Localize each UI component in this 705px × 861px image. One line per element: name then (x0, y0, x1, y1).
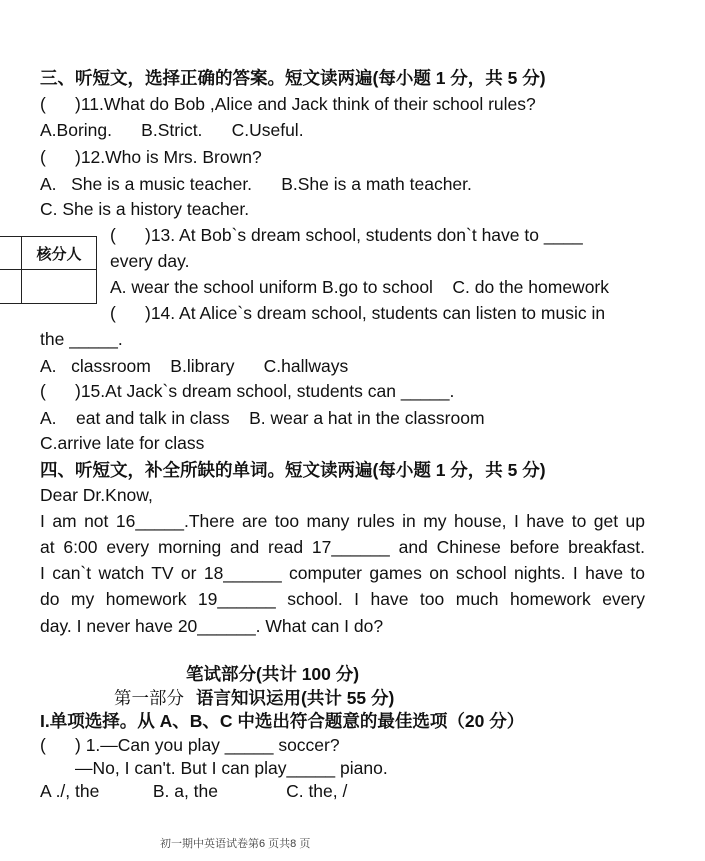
part1-label: 第一部分 (114, 688, 184, 708)
score-box-label: 核分人 (36, 246, 82, 263)
letter-line: at 6:00 every morning and read 17______ and Chinese before breakfast. (40, 537, 645, 557)
question-12-options-ab: A. She is a music teacher. B.She is a math teacher. (40, 174, 472, 194)
score-box (0, 236, 97, 304)
part1-title: 语言知识运用(共计 55 分) (196, 688, 395, 708)
letter-line: I am not 16_____.There are too many rules in my house, I have to get up (40, 511, 645, 531)
question-1-options: A ./, the B. a, the C. the, / (40, 781, 348, 801)
letter-line: I can`t watch TV or 18______ computer games on school nights. I have to (40, 563, 645, 583)
question-11-options: A.Boring. B.Strict. C.Useful. (40, 120, 304, 140)
letter-line: do my homework 19______ school. I have too much homework every (40, 589, 645, 609)
letter-line: day. I never have 20______. What can I do? (40, 616, 384, 636)
question-1-line1: ( ) 1.—Can you play _____ soccer? (40, 735, 340, 755)
question-1-line2: —No, I can't. But I can play_____ piano. (75, 758, 388, 778)
question-13-line1: ( )13. At Bob`s dream school, students don`t have to ____ (110, 225, 583, 245)
question-14-line1: ( )14. At Alice`s dream school, students can listen to music in (110, 303, 606, 323)
section4-heading: 四、听短文，补全所缺的单词。短文读两遍(每小题 1 分，共 5 分) (40, 460, 546, 480)
section3-heading: 三、听短文，选择正确的答案。短文读两遍(每小题 1 分，共 5 分) (40, 68, 546, 88)
question-14-options: A. classroom B.library C.hallways (40, 356, 349, 376)
question-12-option-c: C. She is a history teacher. (40, 199, 250, 219)
question-13-line2: every day. (110, 251, 190, 271)
question-14-line2: the _____. (40, 329, 123, 349)
question-11: ( )11.What do Bob ,Alice and Jack think of their school rules? (40, 94, 536, 114)
written-part-title: 笔试部分(共计 100 分) (186, 664, 360, 684)
question-15-option-c: C.arrive late for class (40, 433, 205, 453)
letter-greeting: Dear Dr.Know, (40, 485, 153, 505)
page-footer: 初一期中英语试卷第6 页共8 页 (160, 838, 311, 850)
score-box-divider-h (0, 269, 96, 270)
section-i-heading: I.单项选择。从 A、B、C 中选出符合题意的最佳选项（20 分） (40, 711, 525, 731)
question-12: ( )12.Who is Mrs. Brown? (40, 147, 262, 167)
question-13-options: A. wear the school uniform B.go to school C. do the homework (110, 277, 609, 297)
question-15-options-ab: A. eat and talk in class B. wear a hat in the classroom (40, 408, 485, 428)
question-15: ( )15.At Jack`s dream school, students can _____. (40, 381, 455, 401)
